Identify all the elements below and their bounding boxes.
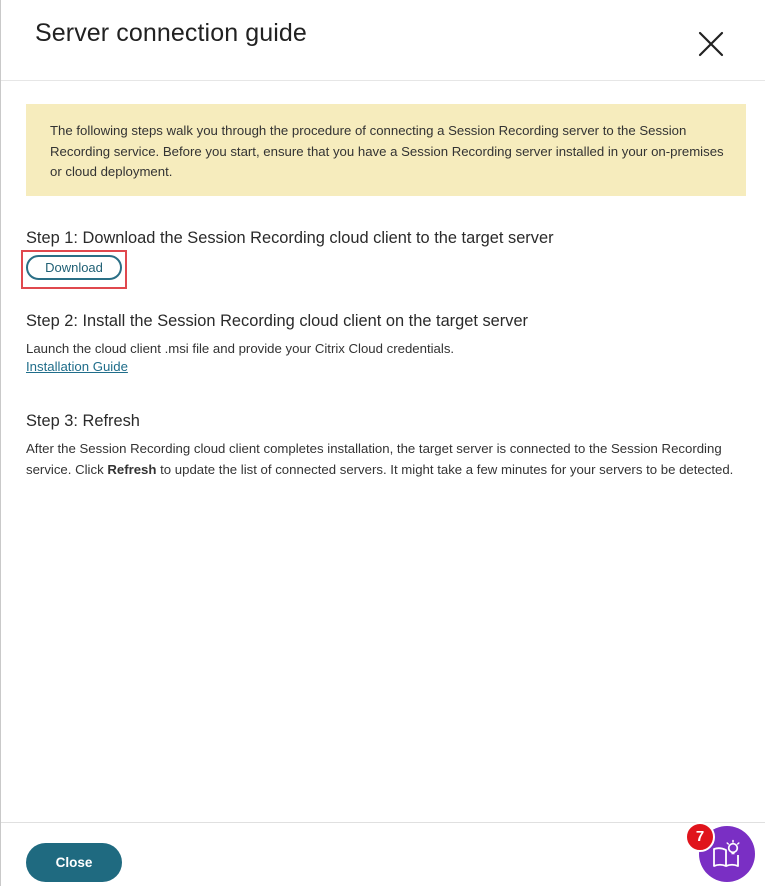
close-icon[interactable] — [696, 29, 726, 59]
notification-badge: 7 — [685, 822, 715, 852]
step-3-text — [26, 439, 756, 480]
close-button[interactable]: Close — [26, 843, 122, 882]
book-lightbulb-icon — [711, 839, 743, 871]
info-notice — [26, 104, 746, 196]
installation-guide-link[interactable]: Installation Guide — [26, 359, 128, 374]
step-3-text-before: After the Session Recording cloud client completes installation, the target server is connected to the Session Recording service. Click — [26, 441, 722, 477]
download-button[interactable]: Download — [26, 255, 122, 280]
step-2-text: Launch the cloud client .msi file and provide your Citrix Cloud credentials. — [26, 341, 455, 356]
panel-header — [1, 0, 765, 81]
step-3-text-after: to update the list of connected servers. It might take a few minutes for your servers to be detected. — [156, 461, 734, 477]
step-2-heading: Step 2: Install the Session Recording cloud client on the target server — [26, 312, 529, 330]
notice-text: The following steps walk you through the procedure of connecting a Session Recording server to the Session Recording service. Before you start, ensure that you have a Session Recording server installed in your on-premises or cloud deployment. — [50, 123, 724, 179]
page-title: Server connection guide — [35, 19, 307, 47]
refresh-keyword: Refresh — [107, 461, 157, 477]
step-1-heading: Step 1: Download the Session Recording cloud client to the target server — [26, 229, 554, 247]
step-3-heading: Step 3: Refresh — [26, 412, 140, 430]
